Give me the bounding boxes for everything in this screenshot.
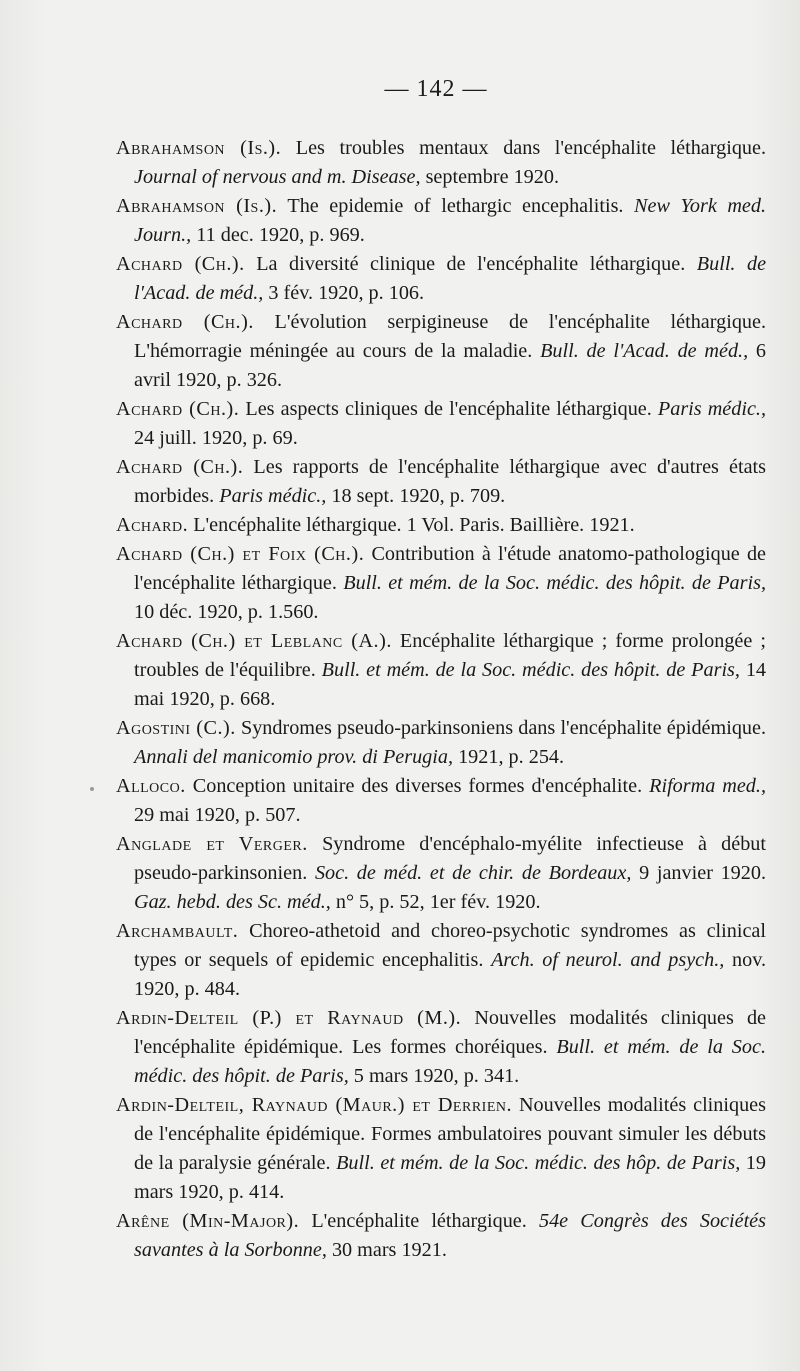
entry-journal: Riforma med., [649,775,766,797]
entry-details: 5 mars 1920, p. 341. [353,1065,520,1087]
entry-journal: 54e Congrès des Sociétés savantes à la Sorbonne, [134,1210,767,1261]
bibliography-entry [116,627,766,714]
entry-author: Archambault. [116,920,239,942]
entry-author: Abrahamson (Is.). [116,195,278,217]
entry-details: 3 fév. 1920, p. 106. [268,282,425,304]
entry-title: L'évolution serpigineuse de l'encéphalite léthargique. L'hémorragie méningée au cours de la maladie. [134,311,767,362]
entry-title: Conception unitaire des diverses formes d'encéphalite. [192,775,643,797]
entry-title: Nouvelles modalités cliniques de l'encéphalite épidémique. Les formes choréiques. [134,1007,767,1058]
entry-journal: Soc. de méd. et de chir. de Bordeaux, [314,862,632,884]
entry-journal: Bull. et mém. de la Soc. médic. des hôp. de Paris, [336,1152,741,1174]
bibliography-entry [116,192,766,250]
entry-title: Les rapports de l'encéphalite léthargique avec d'autres états morbides. [134,456,766,507]
entry-author: Achard (Ch.) et Leblanc (A.). [116,630,392,652]
entry-author: Achard. [116,514,189,536]
page-number: — 142 — [384,76,488,102]
entry-author: Achard (Ch.) et Foix (Ch.). [116,543,365,565]
bibliography-entry [116,540,766,627]
bibliography-list [116,134,766,1265]
entry-journal: Bull. de l'Acad. de méd., [134,253,767,304]
entry-details: 14 mai 1920, p. 668. [134,659,766,710]
entry-details: 11 dec. 1920, p. 969. [196,224,365,246]
entry-details: 10 déc. 1920, p. 1.560. [134,601,319,623]
entry-author: Abrahamson (Is.). [116,137,282,159]
bibliography-entry [116,134,766,192]
entry-author: Anglade et Verger. [116,833,308,855]
entry-journal: Paris médic., [657,398,767,420]
entry-author: Agostini (C.). [116,717,236,739]
entry-details: 1921, p. 254. [458,746,565,768]
entry-journal: Bull. et mém. de la Soc. médic. des hôpit. de Paris, [321,659,740,681]
entry-journal-second: Gaz. hebd. des Sc. méd., [134,891,331,913]
bibliography-entry [116,1207,766,1265]
entry-details: nov. 1920, p. 484. [134,949,767,1000]
print-speck [90,787,94,791]
entry-journal: Arch. of neurol. and psych., [491,949,725,971]
bibliography-entry [116,395,766,453]
entry-author: Ardin-Delteil, Raynaud (Maur.) et Derrien. [116,1094,513,1116]
entry-title: Nouvelles modalités cliniques de l'encéphalite épidémique. Formes ambulatoires pouvant simuler les débuts de la paralysie générale. [134,1094,766,1174]
entry-journal: Bull. et mém. de la Soc. médic. des hôpit. de Paris, [134,1036,767,1087]
entry-journal: Annali del manicomio prov. di Perugia, [134,746,454,768]
entry-title: Syndromes pseudo-parkinsoniens dans l'encéphalite épidémique. [240,717,767,739]
entry-details: 30 mars 1921. [331,1239,447,1261]
entry-title: Syndrome d'encéphalo-myélite infectieuse à début pseudo-parkinsonien. [134,833,766,884]
bibliography-entry [116,772,766,830]
entry-details: 19 mars 1920, p. 414. [134,1152,766,1203]
entry-title: L'encéphalite léthargique. [311,1210,527,1232]
bibliography-entry [116,308,766,395]
entry-journal: Paris médic., [219,485,327,507]
bibliography-entry [116,917,766,1004]
entry-title: L'encéphalite léthargique. 1 Vol. Paris. Baillière. 1921. [193,514,635,536]
bibliography-entry [116,1091,766,1207]
entry-details: 29 mai 1920, p. 507. [134,804,301,826]
entry-author: Achard (Ch.). [116,456,244,478]
entry-author: Achard (Ch.). [116,311,254,333]
entry-title: Contribution à l'étude anatomo-pathologique de l'encéphalite léthargique. [134,543,767,594]
entry-author: Arêne (Min-Major). [116,1210,300,1232]
bibliography-entry [116,830,766,917]
entry-title: La diversité clinique de l'encéphalite léthargique. [256,253,686,275]
entry-journal: Bull. et mém. de la Soc. médic. des hôpit. de Paris, [343,572,767,594]
bibliography-entry [116,511,766,540]
entry-journal: Journal of nervous and m. Disease, [134,166,421,188]
entry-title: Les troubles mentaux dans l'encéphalite léthargique. [295,137,767,159]
bibliography-entry [116,250,766,308]
entry-details: 9 janvier 1920. [639,862,767,884]
bibliography-entry [116,453,766,511]
entry-details: 24 juill. 1920, p. 69. [134,427,298,449]
entry-author: Achard (Ch.). [116,398,240,420]
entry-details: 18 sept. 1920, p. 709. [331,485,506,507]
entry-details: septembre 1920. [425,166,560,188]
bibliography-entry [116,1004,766,1091]
bibliography-entry [116,714,766,772]
entry-author: Alloco. [116,775,186,797]
entry-details: 6 avril 1920, p. 326. [134,340,767,391]
entry-title: Les aspects cliniques de l'encéphalite léthargique. [245,398,652,420]
entry-journal: Bull. de l'Acad. de méd., [540,340,749,362]
entry-author: Ardin-Delteil (P.) et Raynaud (M.). [116,1007,462,1029]
entry-title: Encéphalite léthargique ; forme prolongée ; troubles de l'équilibre. [134,630,766,681]
entry-journal: New York med. Journ., [134,195,767,246]
entry-author: Achard (Ch.). [116,253,245,275]
entry-title: The epidemie of lethargic encephalitis. [287,195,624,217]
entry-title: Choreo-athetoid and choreo-psychotic syndromes as clinical types or sequels of epidemic encephalitis. [134,920,766,971]
entry-details-second: n° 5, p. 52, 1er fév. 1920. [335,891,541,913]
